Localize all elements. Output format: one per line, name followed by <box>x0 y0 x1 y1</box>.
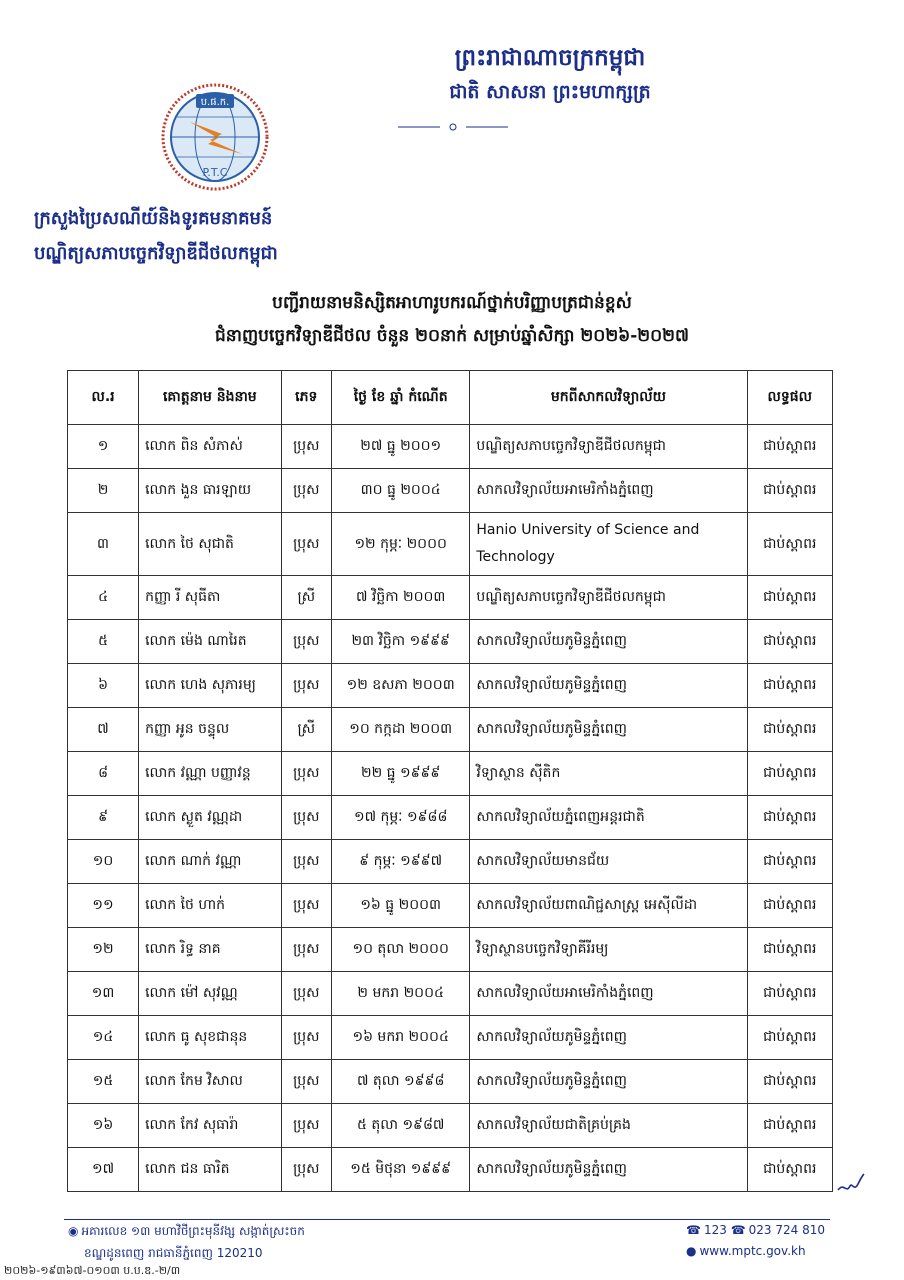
cell-sex: ប្រុស <box>281 928 331 972</box>
table-row <box>68 664 833 708</box>
table-row <box>68 1060 833 1104</box>
phone-text: 023 724 810 <box>748 1223 825 1237</box>
cell-result: ជាប់ស្ដាពរ <box>747 469 832 513</box>
cell-result: ជាប់ស្ដាពរ <box>747 1148 832 1192</box>
cell-dob: ៧ តុលា ១៩៩៨ <box>331 1060 469 1104</box>
table-row <box>68 796 833 840</box>
cell-university: វិទ្យាស្ថាន ស៊ីតិក <box>470 752 747 796</box>
header-sex: ភេទ <box>281 371 331 425</box>
institute-name: បណ្ឌិត្យសភាបច្ចេកវិទ្យាឌីជីថលកម្ពុជា <box>34 243 278 264</box>
cell-sex: ប្រុស <box>281 840 331 884</box>
cell-university: សាកលវិទ្យាល័យអាមេរិកាំងភ្នំពេញ <box>470 972 747 1016</box>
cell-name: លោក ហេង សុភារម្យ <box>139 664 282 708</box>
table-row <box>68 1104 833 1148</box>
cell-dob: ១០ កក្កដា ២០០៣ <box>331 708 469 752</box>
cell-sex: ប្រុស <box>281 972 331 1016</box>
cell-result: ជាប់ស្ដាពរ <box>747 972 832 1016</box>
cell-name: លោក វណ្ណា បញ្ញាវន្ត <box>139 752 282 796</box>
table-row <box>68 884 833 928</box>
table-row <box>68 425 833 469</box>
cell-number: ៣ <box>68 513 139 576</box>
table-row <box>68 513 833 576</box>
cell-name: លោក ថៃ សុជាតិ <box>139 513 282 576</box>
table-row <box>68 708 833 752</box>
cell-sex: ប្រុស <box>281 884 331 928</box>
cell-number: ៥ <box>68 620 139 664</box>
ornament-divider <box>398 122 508 132</box>
cell-dob: ១០ តុលា ២០០០ <box>331 928 469 972</box>
cell-dob: ៥ តុលា ១៩៨៧ <box>331 1104 469 1148</box>
cell-name: លោក ថៃ ហាក់ <box>139 884 282 928</box>
cell-number: ១៤ <box>68 1016 139 1060</box>
cell-number: ១៦ <box>68 1104 139 1148</box>
student-table <box>67 370 833 1192</box>
table-row <box>68 620 833 664</box>
cell-university: បណ្ឌិត្យសភាបច្ចេកវិទ្យាឌីជីថលកម្ពុជា <box>470 576 747 620</box>
document-title: បញ្ជីរាយនាមនិស្សិតអាហារូបករណ៍ថ្នាក់បរិញ្ញាបត្រជាន់ខ្ពស់ <box>272 293 632 313</box>
table-row <box>68 1016 833 1060</box>
cell-name: លោក រិទ្ធ នាគ <box>139 928 282 972</box>
cell-dob: ១២ កុម្ភៈ ២០០០ <box>331 513 469 576</box>
cell-dob: ១៦ មករា ២០០៤ <box>331 1016 469 1060</box>
website-link[interactable]: www.mptc.gov.kh <box>699 1244 806 1258</box>
cell-university: សាកលវិទ្យាល័យភូមិន្ទភ្នំពេញ <box>470 1060 747 1104</box>
cell-university: សាកលវិទ្យាល័យភូមិន្ទភ្នំពេញ <box>470 664 747 708</box>
cell-result: ជាប់ស្ដាពរ <box>747 1060 832 1104</box>
cell-number: ១១ <box>68 884 139 928</box>
cell-sex: ស្រី <box>281 576 331 620</box>
cell-dob: ១២ ឧសភា ២០០៣ <box>331 664 469 708</box>
cell-name: កញ្ញា រី សុធីតា <box>139 576 282 620</box>
national-motto: ជាតិ សាសនា ព្រះមហាក្សត្រ <box>449 81 651 103</box>
cell-result: ជាប់ស្ដាពរ <box>747 1104 832 1148</box>
header-name: គោត្តនាម និងនាម <box>139 371 282 425</box>
cell-dob: ១៧ កុម្ភៈ ១៩៨៨ <box>331 796 469 840</box>
cell-sex: ប្រុស <box>281 664 331 708</box>
table-row <box>68 928 833 972</box>
footer-address-line1 <box>68 1223 305 1241</box>
footer-divider <box>64 1219 830 1220</box>
footer-phone <box>686 1223 825 1237</box>
cell-sex: ប្រុស <box>281 1060 331 1104</box>
document-subtitle: ជំនាញបច្ចេកវិទ្យាឌីជីថល ចំនួន ២០នាក់ សម្រាប់ឆ្នាំសិក្សា ២០២៦-២០២៧ <box>215 326 689 346</box>
cell-university: សាកលវិទ្យាល័យអាមេរិកាំងភ្នំពេញ <box>470 469 747 513</box>
cell-name: កញ្ញា អូន ចន្ទុល <box>139 708 282 752</box>
cell-result: ជាប់ស្ដាពរ <box>747 708 832 752</box>
cell-dob: ៣០ ធ្នូ ២០០៤ <box>331 469 469 513</box>
cell-dob: ២៧ ធ្នូ ២០០១ <box>331 425 469 469</box>
cell-university: សាកលវិទ្យាល័យពាណិជ្ជសាស្ត្រ អេស៊ីលីដា <box>470 884 747 928</box>
table-row <box>68 469 833 513</box>
cell-university: Hanio University of Science and Technology <box>470 513 747 576</box>
cell-result: ជាប់ស្ដាពរ <box>747 796 832 840</box>
cell-number: ៦ <box>68 664 139 708</box>
cell-university: សាកលវិទ្យាល័យភូមិន្ទភ្នំពេញ <box>470 620 747 664</box>
cell-sex: ប្រុស <box>281 1016 331 1060</box>
footer-website <box>686 1244 806 1258</box>
cell-university: បណ្ឌិត្យសភាបច្ចេកវិទ្យាឌីជីថលកម្ពុជា <box>470 425 747 469</box>
cell-result: ជាប់ស្ដាពរ <box>747 840 832 884</box>
cell-result: ជាប់ស្ដាពរ <box>747 620 832 664</box>
cell-university: វិទ្យាស្ថានបច្ចេកវិទ្យាគីរីរម្យ <box>470 928 747 972</box>
cell-number: ១ <box>68 425 139 469</box>
cell-name: លោក កែម វិសាល <box>139 1060 282 1104</box>
cell-sex: ប្រុស <box>281 469 331 513</box>
cell-sex: ប្រុស <box>281 752 331 796</box>
table-header-row <box>68 371 833 425</box>
phone-icon: ☎ <box>686 1223 701 1237</box>
table-row <box>68 840 833 884</box>
kingdom-heading: ព្រះរាជាណាចក្រកម្ពុជា <box>454 45 646 71</box>
table-row <box>68 576 833 620</box>
cell-result: ជាប់ស្ដាពរ <box>747 576 832 620</box>
cell-number: ១៣ <box>68 972 139 1016</box>
cell-sex: ប្រុស <box>281 620 331 664</box>
cell-result: ជាប់ស្ដាពរ <box>747 884 832 928</box>
header-dob: ថ្ងៃ ខែ ឆ្នាំ កំណើត <box>331 371 469 425</box>
table-row <box>68 1148 833 1192</box>
cell-name: លោក ស្ងួត វណ្ណដា <box>139 796 282 840</box>
cell-dob: ២៣ វិច្ឆិកា ១៩៩៩ <box>331 620 469 664</box>
document-number: ២០២៦-១៩៣៦៧-០១០៣ ប.ប.ឌ.-២/៣ <box>4 1264 181 1277</box>
cell-result: ជាប់ស្ដាពរ <box>747 513 832 576</box>
signature-mark <box>836 1172 866 1196</box>
institute-logo <box>160 82 270 192</box>
cell-university: សាកលវិទ្យាល័យមានជ័យ <box>470 840 747 884</box>
header-number: ល.រ <box>68 371 139 425</box>
cell-sex: ប្រុស <box>281 425 331 469</box>
location-pin-icon: ◉ <box>68 1224 79 1238</box>
cell-dob: ១៦ ធ្នូ ២០០៣ <box>331 884 469 928</box>
phone-short-text: 123 <box>703 1223 727 1237</box>
phone-icon: ☎ <box>730 1223 746 1237</box>
cell-dob: ៩ កុម្ភៈ ១៩៩៧ <box>331 840 469 884</box>
table-row <box>68 752 833 796</box>
cell-university: សាកលវិទ្យាល័យជាតិគ្រប់គ្រង <box>470 1104 747 1148</box>
cell-name: លោក ធូ សុខជានុន <box>139 1016 282 1060</box>
globe-icon: ● <box>686 1244 697 1258</box>
cell-result: ជាប់ស្ដាពរ <box>747 928 832 972</box>
cell-number: ១០ <box>68 840 139 884</box>
cell-result: ជាប់ស្ដាពរ <box>747 425 832 469</box>
cell-university: សាកលវិទ្យាល័យភូមិន្ទភ្នំពេញ <box>470 708 747 752</box>
cell-number: ៨ <box>68 752 139 796</box>
cell-name: លោក កែវ សុធារ៉ា <box>139 1104 282 1148</box>
cell-number: ៧ <box>68 708 139 752</box>
cell-result: ជាប់ស្ដាពរ <box>747 1016 832 1060</box>
cell-name: លោក ម៉េង ណារៃត <box>139 620 282 664</box>
logo-bottom-text: P.T.C <box>202 166 228 179</box>
cell-sex: ប្រុស <box>281 1104 331 1148</box>
cell-number: ២ <box>68 469 139 513</box>
cell-sex: ប្រុស <box>281 796 331 840</box>
cell-university: សាកលវិទ្យាល័យភ្នំពេញអន្តរជាតិ <box>470 796 747 840</box>
cell-name: លោក ពិន សំភាស់ <box>139 425 282 469</box>
cell-dob: ១៥ មិថុនា ១៩៩៩ <box>331 1148 469 1192</box>
cell-number: ៤ <box>68 576 139 620</box>
ministry-name: ក្រសួងប្រៃសណីយ៍និងទូរគមនាគមន៍ <box>34 208 273 229</box>
footer-address-line2: ខណ្ឌដូនពេញ រាជធានីភ្នំពេញ 120210 <box>84 1246 263 1260</box>
cell-dob: ២ មករា ២០០៤ <box>331 972 469 1016</box>
cell-number: ១២ <box>68 928 139 972</box>
cell-name: លោក ណាក់ វណ្ណា <box>139 840 282 884</box>
cell-dob: ២២ ធ្នូ ១៩៩៩ <box>331 752 469 796</box>
cell-result: ជាប់ស្ដាពរ <box>747 752 832 796</box>
cell-number: ១៧ <box>68 1148 139 1192</box>
cell-name: លោក ងួន ធារឡាយ <box>139 469 282 513</box>
cell-sex: ស្រី <box>281 708 331 752</box>
cell-result: ជាប់ស្ដាពរ <box>747 664 832 708</box>
cell-university: សាកលវិទ្យាល័យភូមិន្ទភ្នំពេញ <box>470 1016 747 1060</box>
header-result: លទ្ធផល <box>747 371 832 425</box>
address-line1-text: អគារលេខ ១៣ មហាវិថីព្រះមុនីវង្ស សង្កាត់ស្រះចក <box>81 1224 305 1238</box>
cell-number: ១៥ <box>68 1060 139 1104</box>
cell-dob: ៧ វិច្ឆិកា ២០០៣ <box>331 576 469 620</box>
cell-name: លោក ជន ធារិត <box>139 1148 282 1192</box>
logo-top-text: ប.ផ.ក. <box>200 97 230 108</box>
cell-number: ៩ <box>68 796 139 840</box>
cell-sex: ប្រុស <box>281 1148 331 1192</box>
table-row <box>68 972 833 1016</box>
cell-name: លោក ម៉ៅ សុវណ្ណ <box>139 972 282 1016</box>
header-university: មកពីសាកលវិទ្យាល័យ <box>470 371 747 425</box>
cell-university: សាកលវិទ្យាល័យភូមិន្ទភ្នំពេញ <box>470 1148 747 1192</box>
cell-sex: ប្រុស <box>281 513 331 576</box>
